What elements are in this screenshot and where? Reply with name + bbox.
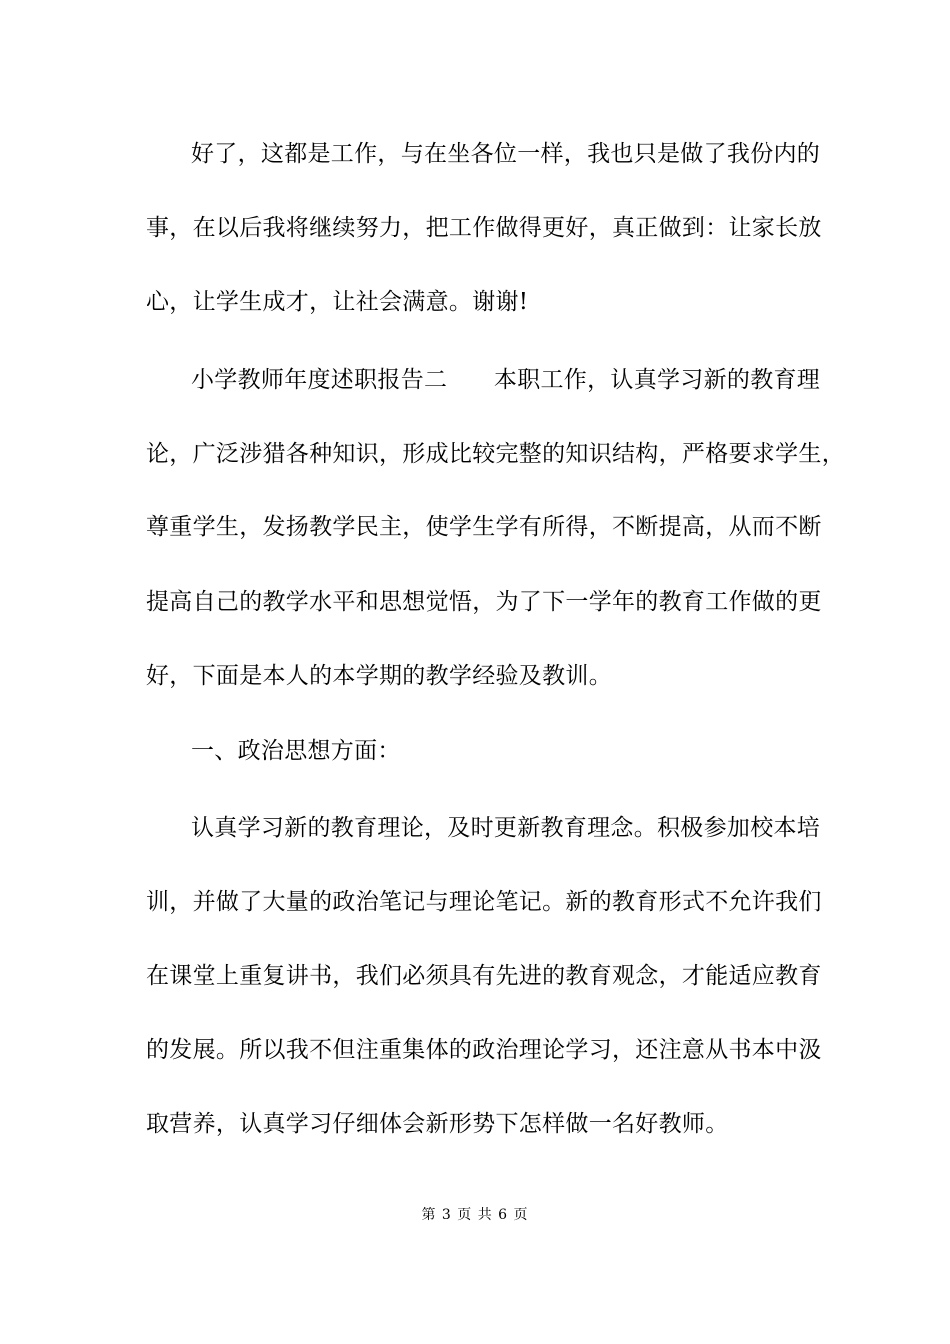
paragraph-line: 好，下面是本人的本学期的教学经验及教训。 — [146, 663, 612, 689]
page-number: 第 3 页 共 6 页 — [421, 1207, 529, 1223]
paragraph-line: 小学教师年度述职报告二 本职工作，认真学习新的教育理 — [191, 367, 821, 393]
paragraph-line: 取营养，认真学习仔细体会新形势下怎样做一名好教师。 — [146, 1111, 729, 1137]
paragraph-line: 好了，这都是工作，与在坐各位一样，我也只是做了我份内的 — [191, 141, 821, 167]
paragraph-line: 训，并做了大量的政治笔记与理论笔记。新的教育形式不允许我们 — [146, 889, 822, 915]
paragraph-line: 尊重学生，发扬教学民主，使学生学有所得，不断提高，从而不断 — [146, 514, 822, 540]
paragraph-line: 事，在以后我将继续努力，把工作做得更好，真正做到：让家长放 — [146, 215, 822, 241]
paragraph-line: 在课堂上重复讲书，我们必须具有先进的教育观念，才能适应教育 — [146, 963, 822, 989]
section-heading: 一、政治思想方面： — [191, 738, 401, 764]
paragraph-line: 认真学习新的教育理论，及时更新教育理念。积极参加校本培 — [191, 815, 821, 841]
paragraph-line: 论，广泛涉猎各种知识，形成比较完整的知识结构，严格要求学生， — [146, 441, 845, 467]
paragraph-line: 心，让学生成才，让社会满意。谢谢! — [146, 289, 529, 315]
paragraph-line: 提高自己的教学水平和思想觉悟，为了下一学年的教育工作做的更 — [146, 589, 822, 615]
page-footer — [0, 1206, 950, 1224]
paragraph-line: 的发展。所以我不但注重集体的政治理论学习，还注意从书本中汲 — [146, 1037, 822, 1063]
